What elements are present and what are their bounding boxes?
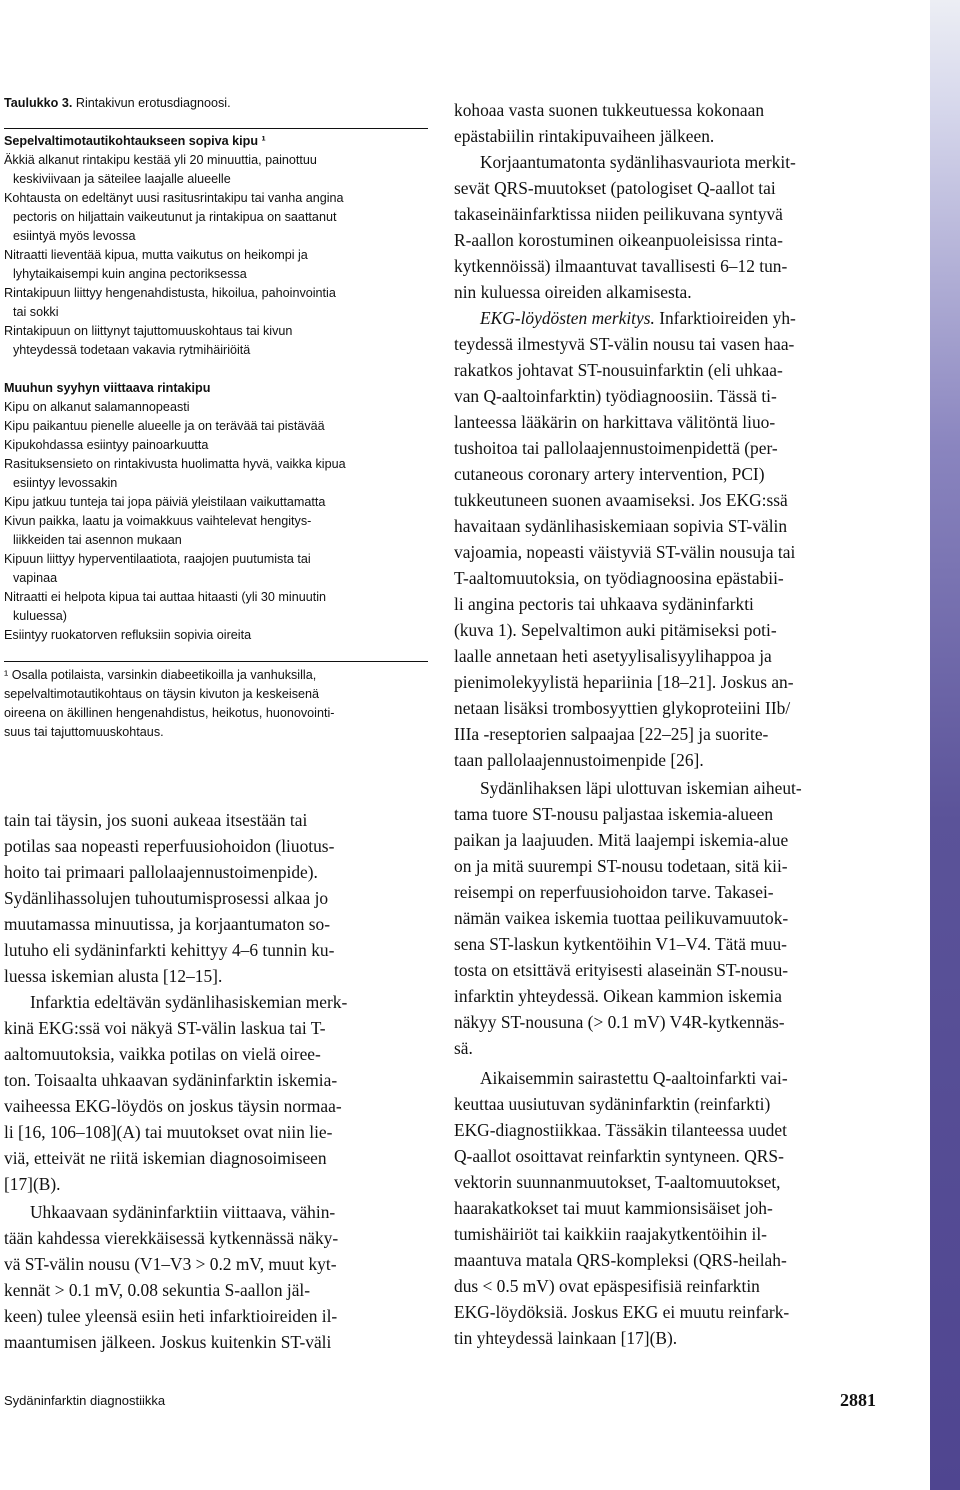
text-line: van Q-aaltoinfarktin) työdiagnoosiin. Tässä ti- [454,386,777,406]
text-line: kytkennöissä) ilmaantuvat tavallisesti 6–12 tun- [454,256,788,276]
text-line: taan pallolaajennustoimenpide [26]. [454,750,704,770]
text-line: tama tuore ST-nousu paljastaa iskemia-alueen [454,804,774,824]
text-line: viä, etteivät ne riitä iskemian diagnosoimiseen [4,1148,327,1168]
text-line: rakatkos johtavat ST-nousuinfarktin (eli uhkaa- [454,360,783,380]
text-line: EKG-löydöksiä. Joskus EKG ei muutu reinfark- [454,1302,790,1322]
text-line: tain tai täysin, jos suoni aukeaa itsestään tai [4,810,308,830]
table-line: Kivun paikka, laatu ja voimakkuus vaihtelevat hengitys- [4,514,312,528]
text-line: maantumisen jälkeen. Joskus kuitenkin ST-väli [4,1332,332,1352]
text-line: lutuho eli sydäninfarkti kehittyy 4–6 tunnin ku- [4,940,335,960]
text-line: hoito tai primaari pallolaajennustoimenpide). [4,862,318,882]
text-line: sevät QRS-muutokset (patologiset Q-aallot tai [454,178,776,198]
text-line: laalle annetaan heti asetyylisalisyylihappoa ja [454,646,772,666]
table-line: Rintakipuun on liittynyt tajuttomuuskohtaus tai kivun [4,324,293,338]
text-line: takaseinäinfarktissa niiden peilikuvana syntyvä [454,204,783,224]
text-line: tukkeutuneen suonen avaamiseksi. Jos EKG:ssä [454,490,788,510]
text-line: Infarktia edeltävän sydänlihasiskemian merk- [30,992,348,1012]
text-line: keuttaa uusiutuvan sydäninfarktin (reinfarkti) [454,1094,771,1114]
text-line: näkyy ST-nousuna (> 0.1 mV) V4R-kytkennäs- [454,1012,785,1032]
table-line: Rasituksensieto on rintakivusta huolimatta hyvä, vaikka kipua [4,457,346,471]
text-line: netaan lisäksi trombosyyttien glykoproteiini IIb/ [454,698,791,718]
text-line: infarktin yhteydessä. Oikean kammion iskemia [454,986,782,1006]
text-line: on ja mitä suurempi ST-nousu todetaan, sitä kii- [454,856,788,876]
text-line: Aikaisemmin sairastettu Q-aaltoinfarkti vai- [480,1068,788,1088]
table-line: Rintakipuun liittyy hengenahdistusta, hikoilua, pahoinvointia [4,286,336,300]
table-line: kuluessa) [13,609,67,623]
text-line: tumishäiriöt tai kaikkiin raajakytkentöihin il- [454,1224,767,1244]
table-line: Esiintyy ruokatorven refluksiin sopivia oireita [4,628,252,642]
text-line: Korjaantumatonta sydänlihasvauriota merkit- [480,152,796,172]
running-footer-title: Sydäninfarktin diagnostiikka [4,1393,166,1408]
table-line: Nitraatti lieventää kipua, mutta vaikutus on heikompi ja [4,248,308,262]
text-line: aaltomuutoksia, vaikka potilas on vielä oiree- [4,1044,321,1064]
text-line: haarakatkokset tai muut kammionsisäiset joh- [454,1198,773,1218]
text-line: havaitaan sydänlihasiskemiaan sopivia ST-välin [454,516,788,536]
text-line: kennät > 0.1 mV, 0.08 sekuntia S-aallon jäl- [4,1280,311,1300]
text-line: cutaneous coronary artery intervention, PCI) [454,464,765,484]
text-line: sena ST-laskun kytkentöihin V1–V4. Tätä muu- [454,934,787,954]
text-line: luessa iskemian alusta [12–15]. [4,966,223,986]
text-line: tään kahdessa vierekkäisessä kytkennässä näky- [4,1228,339,1248]
text-line: EKG-diagnostiikkaa. Tässäkin tilanteessa uudet [454,1120,787,1140]
text-line: vajoamia, nopeasti väistyviä ST-välin nousuja tai [454,542,796,562]
text-line: muutamassa minuutissa, ja korjaantumaton so- [4,914,331,934]
text-line: sä. [454,1038,473,1058]
table-line: lyhytaikaisempi kuin angina pectoriksessa [13,267,247,281]
table-line: Kohtausta on edeltänyt uusi rasitusrintakipu tai vanha angina [4,191,344,205]
table-footnote-line: suus tai tajuttomuuskohtaus. [4,725,164,739]
subheading-ekg-findings: EKG-löydösten merkitys. [480,308,655,328]
table-line: Kipuun liittyy hyperventilaatiota, raajojen puutumista tai [4,552,311,566]
table-line: tai sokki [13,305,59,319]
text-line: potilas saa nopeasti reperfuusiohoidon (liuotus- [4,836,335,856]
text-line: teydessä ilmestyvä ST-välin nousu tai vasen haa- [454,334,795,354]
subheading-line: EKG-löydösten merkitys. Infarktioireiden yh- [480,308,796,328]
text-line: R-aallon korostuminen oikeanpuoleisissa rinta- [454,230,783,250]
table-footnote-line: oireena on äkillinen hengenahdistus, heikotus, huonovointi- [4,706,335,720]
text-line: lanteessa lääkärin on harkittava välitöntä liuo- [454,412,776,432]
text-line: T-aaltomuutoksia, on työdiagnoosina epästabii- [454,568,784,588]
text-line: tushoitoa tai pallolaajennustoimenpidettä (per- [454,438,778,458]
text-line: dus < 0.5 mV) ovat epäspesifisiä reinfarktin [454,1276,760,1296]
text-line: [17](B). [4,1174,61,1194]
table-line: keskiviivaan ja säteilee laajalle alueelle [13,172,231,186]
text-line: Sydänlihaksen läpi ulottuvan iskemian aiheut- [480,778,802,798]
text-line: epästabiilin rintakipuvaiheen jälkeen. [454,126,715,146]
text-line: maantuva matala QRS-kompleksi (QRS-heilah- [454,1250,787,1270]
table-line: Kipu jatkuu tunteja tai jopa päiviä yleistilaan vaikuttamatta [4,495,326,509]
table-footnote-line: ¹ Osalla potilaista, varsinkin diabeetikoilla ja vanhuksilla, [4,668,317,682]
text-line: nin kuluessa oireiden alkamisesta. [454,282,692,302]
section-heading-coronary: Sepelvaltimotautikohtaukseen sopiva kipu ¹ [4,134,266,148]
text-line: pienimolekyylistä hepariinia [18–21]. Joskus an- [454,672,794,692]
page-number: 2881 [840,1390,876,1410]
text-line: li angina pectoris tai uhkaava sydäninfarkti [454,594,754,614]
text-line: kohoaa vasta suonen tukkeutuessa kokonaan [454,100,765,120]
table-line: Äkkiä alkanut rintakipu kestää yli 20 minuuttia, painottuu [4,153,317,167]
text-line: Sydänlihassolujen tuhoutumisprosessi alkaa jo [4,888,329,908]
text-line: tin yhteydessä lainkaan [17](B). [454,1328,678,1348]
table-line: pectoris on hiljattain vaikeutunut ja rintakipua on saattanut [13,210,337,224]
text-line: (kuva 1). Sepelvaltimon auki pitämiseksi poti- [454,620,777,640]
table-line: Kipukohdassa esiintyy painoarkuutta [4,438,209,452]
table-line: Nitraatti ei helpota kipua tai auttaa hitaasti (yli 30 minuutin [4,590,327,604]
text-line: ton. Toisaalta uhkaavan sydäninfarktin iskemia- [4,1070,338,1090]
decorative-side-strip [930,0,960,1490]
text-line: nämän vaikea iskemia tuottaa peilikuvamuutok- [454,908,789,928]
text-line: Uhkaavaan sydäninfarktiin viittaava, vähin- [30,1202,336,1222]
text-line: keen) tulee yleensä esiin heti infarktioireiden il- [4,1306,338,1326]
table-title: Taulukko 3. Rintakivun erotusdiagnoosi. [4,96,231,110]
section-heading-other-cause: Muuhun syyhyn viittaava rintakipu [4,381,211,395]
table-footnote-line: sepelvaltimotautikohtaus on täysin kivuton ja keskeisenä [4,687,320,701]
text-line: Q-aallot osoittavat reinfarktin syntyneen. QRS- [454,1146,784,1166]
table-line: esiintyy levossakin [13,476,118,490]
text-line: vaiheessa EKG-löydös on joskus täysin normaa- [4,1096,342,1116]
table-footnote-rule [4,661,428,662]
text-line: paikan ja laajuuden. Mitä laajempi iskemia-alue [454,830,789,850]
text-line: vektorin suunnanmuutokset, T-aaltomuutokset, [454,1172,781,1192]
table-line: yhteydessä todetaan vakavia rytmihäiriöitä [13,343,251,357]
text-line: kinä EKG:ssä voi näkyä ST-välin laskua tai T- [4,1018,326,1038]
text-line: reisempi on reperfuusiohoidon tarve. Takasei- [454,882,774,902]
table-line: esiintyä myös levossa [13,229,136,243]
table-line: Kipu paikantuu pienelle alueelle ja on terävää tai pistävää [4,419,325,433]
table-line: vapinaa [13,571,58,585]
table-line: Kipu on alkanut salamannopeasti [4,400,190,414]
table-top-rule [4,128,428,129]
text-line: IIIa -reseptorien salpaajaa [22–25] ja suorite- [454,724,769,744]
text-line: li [16, 106–108](A) tai muutokset ovat niin lie- [4,1122,333,1142]
text-line: vä ST-välin nousu (V1–V3 > 0.2 mV, muut kyt- [4,1254,337,1274]
text-line: tosta on etsittävä erityisesti alaseinän ST-nousu- [454,960,789,980]
table-line: liikkeiden tai asennon mukaan [13,533,182,547]
